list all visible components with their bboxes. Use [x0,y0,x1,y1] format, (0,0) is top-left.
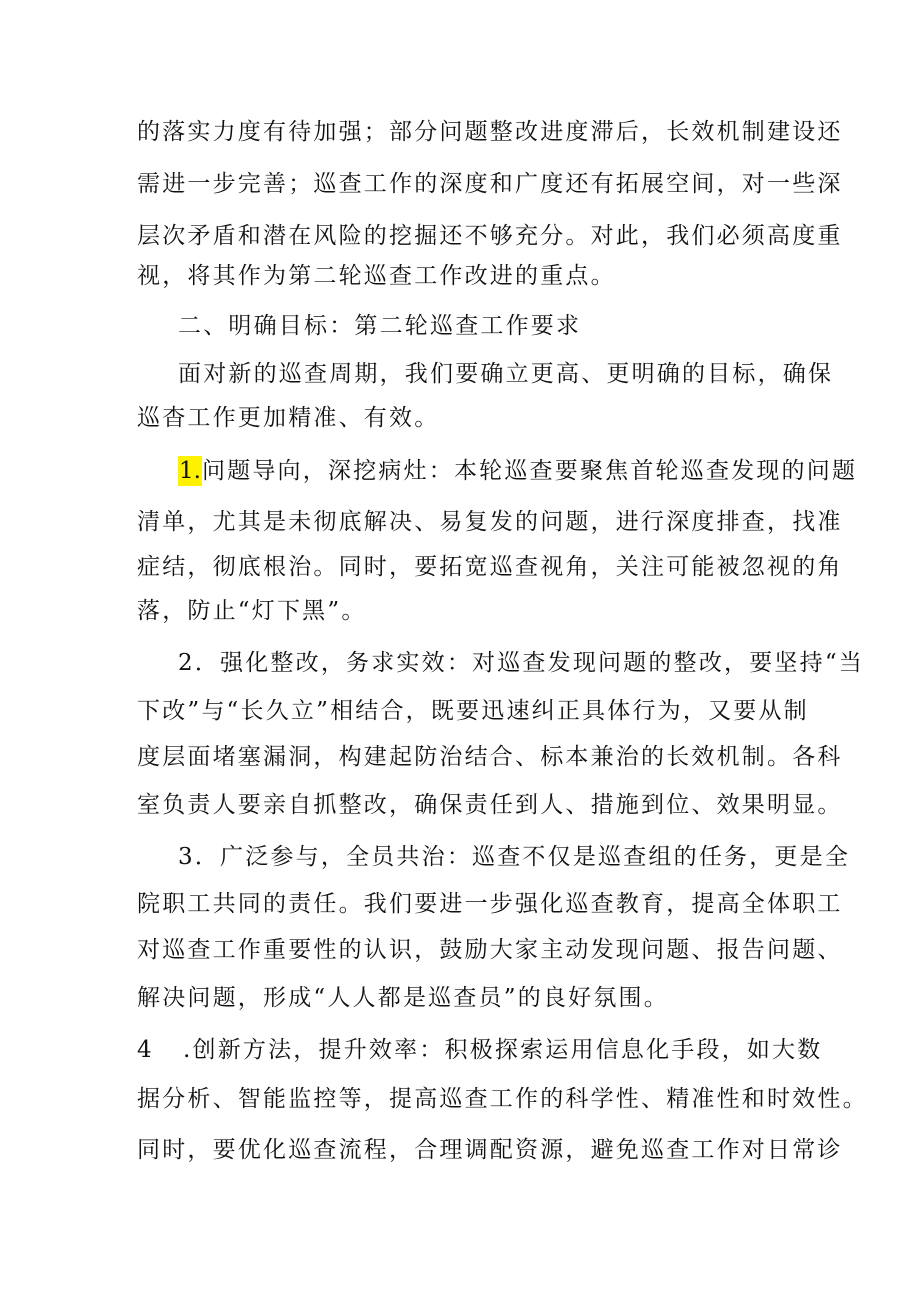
list-item-1-line [178,456,857,486]
highlighted-item-number: 1. [179,458,201,484]
paragraph-line: 的落实力度有待加强；部分问题整改进度滞后，长效机制建设还 [137,119,843,145]
paragraph-line: 度层面堵塞漏洞，构建起防治结合、标本兼治的长效机制。各科 [137,744,843,770]
paragraph-line: 层次矛盾和潜在风险的挖掘还不够充分。对此，我们必须高度重 [137,223,843,249]
item-number: 4 [137,1037,154,1063]
list-item-4-line [137,1035,823,1065]
paragraph-line: 室负责人要亲自抓整改，确保责任到人、措施到位、效果明显。 [137,792,843,818]
paragraph-line: 同时，要优化巡查流程，合理调配资源，避免巡查工作对日常诊 [137,1137,843,1163]
paragraph-line: 落，防止“灯下黑”。 [137,598,367,624]
section-heading: 二、明确目标：第二轮巡查工作要求 [178,313,582,339]
paragraph-line: 据分析、智能监控等，提高巡查工作的科学性、精准性和时效性。 [137,1086,868,1112]
paragraph-line: 症结，彻底根治。同时，要拓宽巡查视角，关注可能被忽视的角 [137,554,843,580]
paragraph-line: 解决问题，形成“人人都是巡查员”的良好氛围。 [137,985,669,1011]
paragraph-line: 巡杳工作更加精准、有效。 [137,405,440,431]
list-item-3-line: 3．广泛参与，全员共治：巡查不仅是巡查组的任务，更是全 [178,844,851,870]
paragraph-line: 院职工共同的责任。我们要进一步强化巡查教育，提高全体职工 [137,891,843,917]
paragraph-line: 视，将其作为第二轮巡查工作改进的重点。 [137,263,616,289]
paragraph-line: 清单，尤其是未彻底解决、易复发的问题，进行深度排查，找准 [137,509,843,535]
paragraph-line: 对巡查工作重要性的认识，鼓励大家主动发现问题、报告问题、 [137,937,843,963]
paragraph-line: 下改”与“长久立”相结合，既要迅速纠正具体行为，又要从制 [137,698,809,724]
paragraph-line: 面对新的巡查周期，我们要确立更高、更明确的目标，确保 [178,361,834,387]
paragraph-line: 需进一步完善；巡查工作的深度和广度还有拓展空间，对一些深 [137,171,843,197]
list-item-text: 问题导向，深挖病灶：本轮巡查要聚焦首轮巡查发现的问题 [201,458,858,484]
list-item-text: .创新方法，提升效率：积极探索运用信息化手段，如大数 [183,1037,823,1063]
list-item-2-line: 2．强化整改，务求实效：对巡查发现问题的整改，要坚持“当 [178,650,864,676]
